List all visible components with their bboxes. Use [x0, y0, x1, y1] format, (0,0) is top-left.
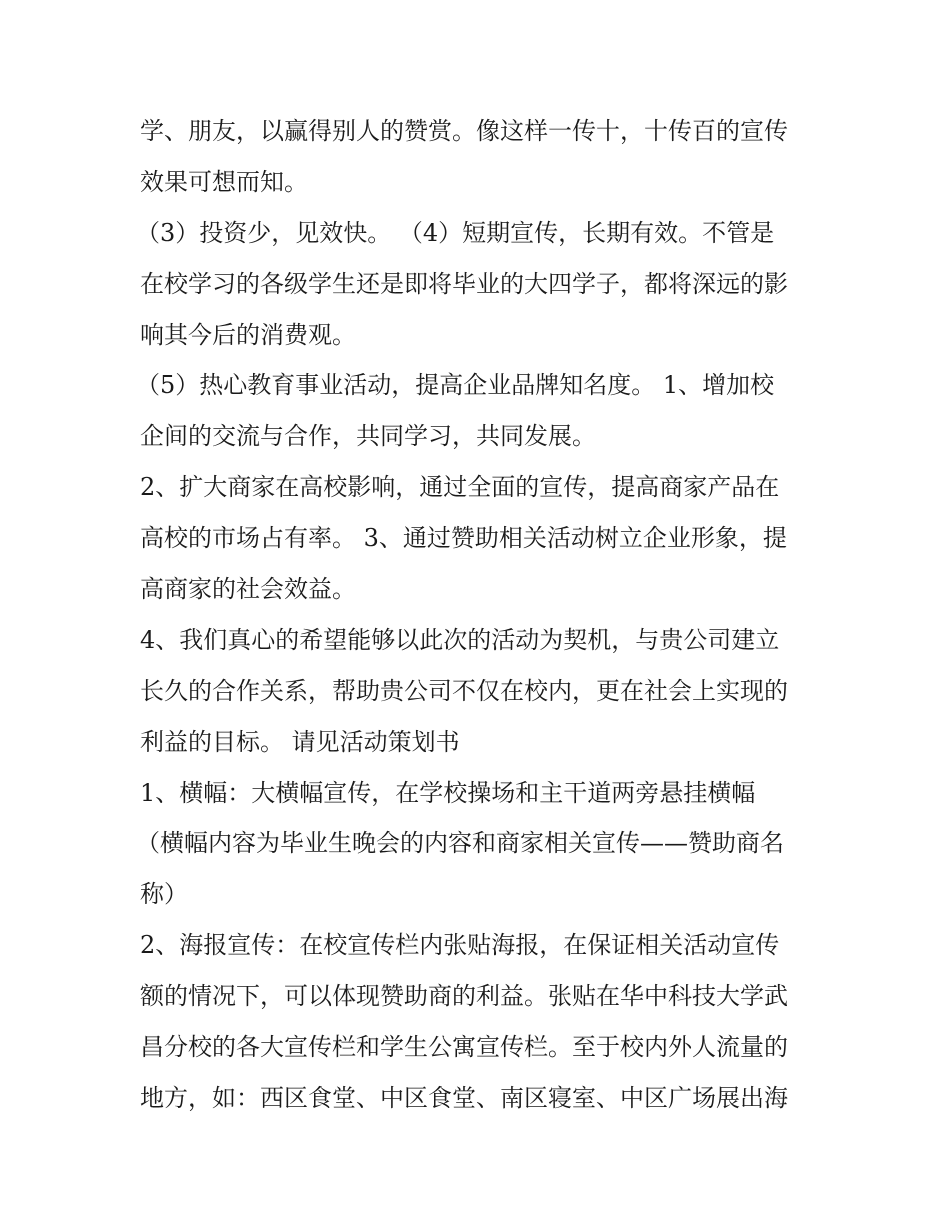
text-line: （5）热心教育事业活动，提高企业品牌知名度。 1、增加校 [136, 371, 775, 400]
text-line: 长久的合作关系，帮助贵公司不仅在校内，更在社会上实现的 [140, 676, 788, 705]
text-line: 1、横幅：大横幅宣传，在学校操场和主干道两旁悬挂横幅 [140, 778, 756, 807]
text-line: 4、我们真心的希望能够以此次的活动为契机，与贵公司建立 [140, 625, 780, 654]
text-line: 地方，如：西区食堂、中区食堂、南区寝室、中区广场展出海 [140, 1083, 788, 1112]
text-line: （3）投资少，见效快。 （4）短期宣传，长期有效。不管是 [136, 218, 775, 247]
document-body [136, 106, 820, 1124]
text-line: 昌分校的各大宣传栏和学生公寓宣传栏。至于校内外人流量的 [140, 1033, 788, 1062]
text-line: 高校的市场占有率。 3、通过赞助相关活动树立企业形象，提 [140, 524, 787, 553]
text-line: 高商家的社会效益。 [140, 575, 356, 604]
text-line: （横幅内容为毕业生晚会的内容和商家相关宣传——赞助商名 [136, 829, 784, 858]
text-line: 利益的目标。 请见活动策划书 [140, 727, 460, 756]
text-line: 2、扩大商家在高校影响，通过全面的宣传，提高商家产品在 [140, 473, 780, 502]
text-line: 额的情况下，可以体现赞助商的利益。张贴在华中科技大学武 [140, 982, 788, 1011]
text-line: 称） [140, 880, 188, 909]
text-line: 响其今后的消费观。 [140, 320, 356, 349]
text-line: 学、朋友，以赢得别人的赞赏。像这样一传十，十传百的宣传 [140, 117, 788, 145]
text-line: 企间的交流与合作，共同学习，共同发展。 [140, 422, 596, 451]
text-line: 2、海报宣传：在校宣传栏内张贴海报，在保证相关活动宣传 [140, 931, 780, 960]
text-line: 在校学习的各级学生还是即将毕业的大四学子，都将深远的影 [140, 269, 788, 298]
text-line: 效果可想而知。 [140, 167, 308, 196]
